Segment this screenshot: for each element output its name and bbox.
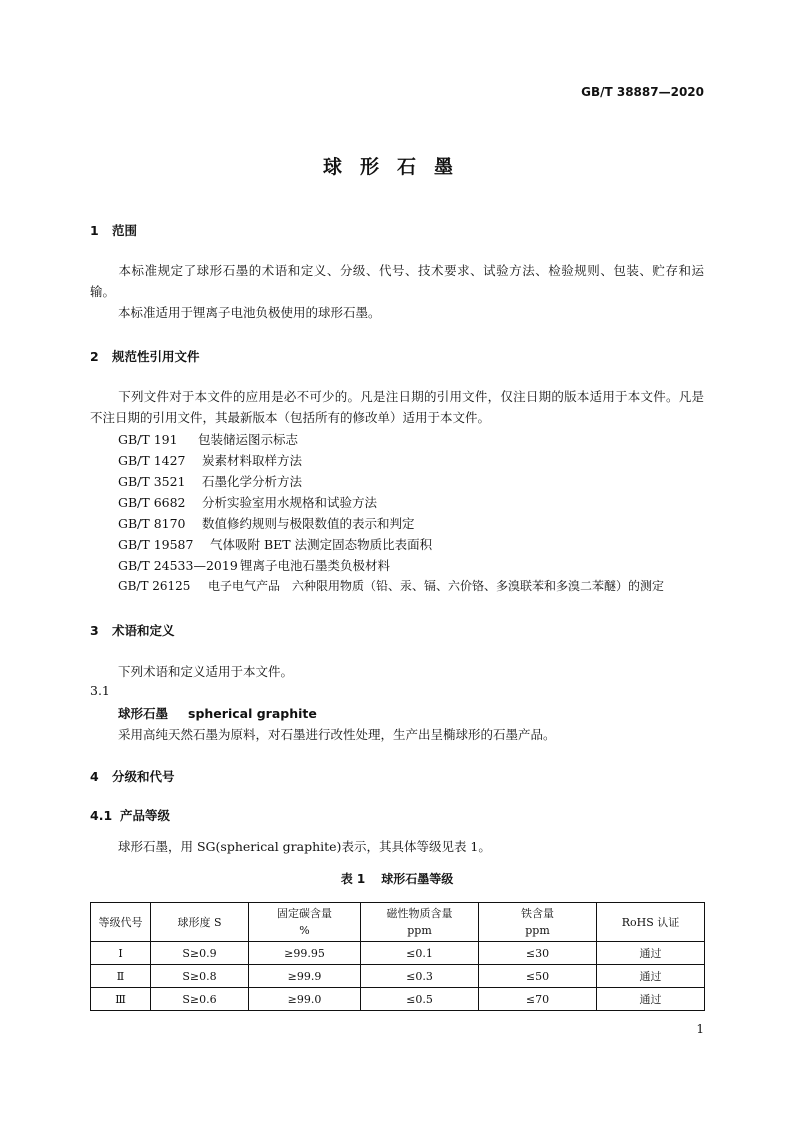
section-title: 术语和定义 — [112, 623, 175, 638]
header-grade-code — [91, 903, 151, 942]
table-cell: ≤0.1 — [361, 942, 479, 965]
table-cell: ≤50 — [479, 965, 597, 988]
header-unit: ppm — [407, 924, 432, 937]
reference-code: GB/T 26125 — [118, 579, 191, 593]
table-cell: 通过 — [597, 988, 705, 1011]
table-cell: Ⅱ — [91, 965, 151, 988]
section-number: 1 — [90, 223, 99, 238]
reference-name: 锂离子电池石墨类负极材料 — [240, 558, 391, 573]
reference-name: 数值修约规则与极限数值的表示和判定 — [202, 516, 415, 531]
reference-name: 分析实验室用水规格和试验方法 — [202, 495, 378, 510]
reference-name: 气体吸附 BET 法测定固态物质比表面积 — [210, 537, 433, 552]
reference-code: GB/T 19587 — [118, 537, 194, 552]
section-title: 分级和代号 — [112, 769, 175, 784]
table-number: 表 1 — [340, 872, 366, 886]
reference-name: 石墨化学分析方法 — [202, 474, 303, 489]
references-intro — [90, 386, 704, 428]
table-cell: ≥99.9 — [249, 965, 361, 988]
subsection-title: 产品等级 — [120, 808, 171, 823]
table-cell: ≤0.3 — [361, 965, 479, 988]
table-cell: Ⅲ — [91, 988, 151, 1011]
paragraph-text: 本标准适用于锂离子电池负极使用的球形石墨。 — [118, 305, 381, 320]
terms-intro — [90, 661, 704, 682]
header-label: 铁含量 — [521, 907, 554, 920]
header-label: 球形度 S — [177, 915, 222, 929]
reference-item — [118, 430, 298, 448]
scope-paragraph-2 — [90, 302, 704, 323]
term-number: 3.1 — [90, 683, 110, 698]
term-english: spherical graphite — [188, 706, 317, 721]
header-label: 固定碳含量 — [277, 907, 332, 920]
table-cell: Ⅰ — [91, 942, 151, 965]
subsection-number: 4.1 — [90, 808, 113, 823]
reference-code: GB/T 6682 — [118, 495, 186, 510]
table-cell: S≥0.6 — [151, 988, 249, 1011]
table-row — [91, 942, 705, 965]
header-magnetic-content — [361, 903, 479, 942]
table-header-row — [91, 903, 705, 942]
reference-code: GB/T 1427 — [118, 453, 186, 468]
reference-item — [118, 451, 302, 469]
standard-code: GB/T 38887—2020 — [581, 85, 704, 99]
table-cell: 通过 — [597, 942, 705, 965]
header-sphericity — [151, 903, 249, 942]
term-entry — [118, 704, 317, 722]
header-unit: ppm — [525, 924, 550, 937]
table-caption — [0, 870, 794, 887]
header-rohs — [597, 903, 705, 942]
reference-item — [118, 577, 664, 594]
header-label: RoHS 认证 — [621, 915, 680, 929]
reference-item — [118, 535, 432, 553]
paragraph-text: 球形石墨，用 SG(spherical graphite)表示，其具体等级见表 1。 — [118, 839, 491, 854]
table-title: 球形石墨等级 — [381, 872, 454, 886]
reference-name: 炭素材料取样方法 — [202, 453, 303, 468]
table-row — [91, 965, 705, 988]
reference-item — [118, 514, 415, 532]
section-4-heading — [90, 767, 175, 785]
header-fixed-carbon — [249, 903, 361, 942]
scope-paragraph-1 — [90, 260, 704, 302]
reference-code: GB/T 24533—2019 — [118, 558, 238, 573]
table-cell: S≥0.9 — [151, 942, 249, 965]
term-chinese: 球形石墨 — [118, 706, 169, 721]
grades-paragraph — [90, 836, 704, 857]
section-title: 范围 — [112, 223, 138, 238]
table-cell: S≥0.8 — [151, 965, 249, 988]
paragraph-text: 下列术语和定义适用于本文件。 — [118, 664, 294, 679]
paragraph-text: 本标准规定了球形石墨的术语和定义、分级、代号、技术要求、试验方法、检验规则、包装、贮存和运输。 — [90, 263, 704, 299]
section-number: 2 — [90, 349, 99, 364]
reference-item — [118, 556, 390, 574]
table-cell: 通过 — [597, 965, 705, 988]
header-label: 等级代号 — [98, 915, 143, 929]
table-cell: ≤0.5 — [361, 988, 479, 1011]
reference-item — [118, 493, 377, 511]
document-title: 球形石墨 — [322, 156, 471, 178]
reference-code: GB/T 3521 — [118, 474, 186, 489]
section-2-heading — [90, 347, 200, 365]
subsection-4-1-heading — [90, 806, 170, 824]
reference-code: GB/T 191 — [118, 432, 178, 447]
table-cell: ≥99.95 — [249, 942, 361, 965]
reference-name: 电子电气产品 六种限用物质（铅、汞、镉、六价铬、多溴联苯和多溴二苯醚）的测定 — [208, 579, 665, 593]
reference-item — [118, 472, 302, 490]
section-3-heading — [90, 621, 175, 639]
header-iron-content — [479, 903, 597, 942]
header-label: 磁性物质含量 — [386, 907, 453, 920]
term-definition: 采用高纯天然石墨为原料，对石墨进行改性处理，生产出呈椭球形的石墨产品。 — [118, 727, 556, 742]
section-number: 4 — [90, 769, 99, 784]
table-cell: ≤30 — [479, 942, 597, 965]
reference-code: GB/T 8170 — [118, 516, 186, 531]
table-cell: ≤70 — [479, 988, 597, 1011]
section-1-heading — [90, 221, 137, 239]
section-title: 规范性引用文件 — [112, 349, 200, 364]
grade-table — [90, 902, 705, 1011]
section-number: 3 — [90, 623, 99, 638]
header-unit: % — [299, 924, 310, 937]
paragraph-text: 下列文件对于本文件的应用是必不可少的。凡是注日期的引用文件，仅注日期的版本适用于本文件。凡是不注日期的引用文件，其最新版本（包括所有的修改单）适用于本文件。 — [90, 389, 704, 425]
table-row — [91, 988, 705, 1011]
table-cell: ≥99.0 — [249, 988, 361, 1011]
reference-name: 包装储运图示标志 — [198, 432, 299, 447]
page-number: 1 — [696, 1022, 704, 1036]
